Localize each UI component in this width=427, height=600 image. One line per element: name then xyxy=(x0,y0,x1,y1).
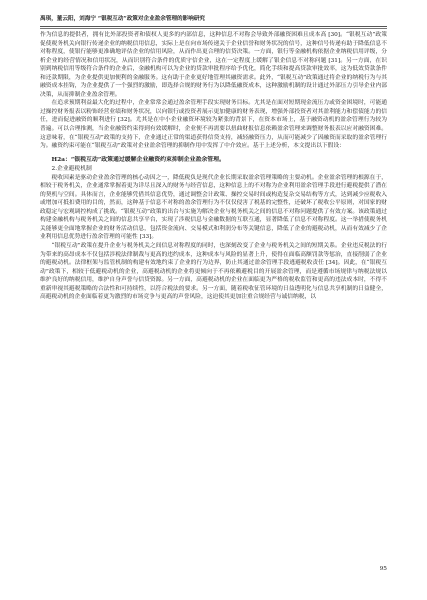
paragraph: 作为信息的提供者，拥有比外部投资者和债权人更多的内部信息，这种信息不对称会导致外部融资困难且成本高 [30]。“银税互动”政策促使税务机关向银行传递企业的纳税信用信息，实际上是在向市场传递关于企业信誉和财务状况的信号，这种信号传递有助于降低信息不对称程度，使银行能够更准确地评估企业的信用风险，从而作出更合理的信贷决策。一方面，银行等金融机构依据企业纳税信用评级，分析企业的经营情况和信用状况，从而识别符合条件的优质守信企业，这在一定程度上缓解了银企信息不对称问题 [31]。另一方面，在识别到纳税信用等级符合条件的企业后，金融机构可以为企业的贷款审批程序给予优化，简化手续和提高贷款审批效率，这为低效贷款条件和还款期限，为企业提供更加便利的金融服务。这有助于企业更好地管理其融资需求。此外，“银税互动”政策通过将企业的纳税行为与其融资成本挂钩，为企业提供了一个强烈的激励，即选择合规的财务行为以降低融资成本，这种激励机制的设计通过外部压力引导企业内部决策，从而抑制企业盈余管理。 xyxy=(40,32,387,98)
paragraph: 税收因素是驱动企业盈余管理的核心动因之一，降低税负是现代企业长期采取盈余管理策略的主要动机。企业盈余管理的根源在于，相较于税务机关，企业通常掌握着更为详尽且深入的财务与经营信息，这种信息上的不对称为企业利用盈余管理手段进行避税提供了潜在的契机与空间。具体而言，企业能够凭借其信息优势，通过调整会计政策、操控交易时间或构造复杂交易结构等方式，达到减少应税收入或增加可抵扣费用的目的，然而，这种基于信息不对称的盈余管理行为不仅仅侵害了税基的完整性，还破坏了税收公平原则，对国家的财政稳定与宏观调控构成了挑战。“银税互动”政策的出台与实施为解决企业与税务机关之间的信息不对称问题提供了有效方案。该政策通过构建金融机构与税务机关之间的信息共享平台，实现了涉税信息与金融数据的互联互通，显著降低了信息不对称程度。这一举措使税务机关能够更全面地掌握企业的财务活动信息，包括资金流向、交易模式和利润分布等关键信息，降低了企业的避税动机，从而有效减少了企业利用信息优势进行盈余管理的可能性 [33]。 xyxy=(40,174,387,241)
text-block-2 xyxy=(40,174,387,302)
hypothesis-h2a: H2a：“银税互动”政策通过缓解企业融资约束抑制企业盈余管理。 xyxy=(51,155,225,163)
header-rule-thin xyxy=(40,28,387,29)
running-header: 禹琪，董云阳，刘海宁 “银税互动”政策对企业盈余管理的影响研究 xyxy=(40,16,206,22)
section-subheading: 2.企业避税机制 xyxy=(51,165,92,172)
main-text xyxy=(40,31,387,302)
paragraph: “银税互动”政策在提升企业与税务机关之间信息对称程度的同时，也深刻改变了企业与税务机关之间的短期关系。企业违反税法的行为带来的高昂成本不仅包括涉税法律制裁与更高的违约成本，这种成本与风险的显著上升，使得在面临高额罚款等惩治，直接削弱了企业的避税动机。法律框架与监管机制的构建有效地约束了企业的行为边界，防止其通过盈余管理手段逃避税收责任 [34]。因此，在“银税互动”政策下，相较于低避税动机的企业，高避税动机的企业将更倾向于不再依赖避税目的开展盈余管理，而是遵循市场规律与纳税法规以维护良好的纳税信用，维护自身声誉与信贷资源。另一方面，高避税动机的企业在面临更为严格的税收监管和更高的违法成本时，不得不重新审视其避税策略的合法性和可持续性，以符合税法的要求。另一方面，随着税收征管环境的日益透明化与信息共享机制的日益健全，高避税动机的企业面临着更为激烈的市场竞争与更高的声誉风险，这迫使其更加注重合规经营与诚信纳税，以 xyxy=(40,243,387,301)
page-number: 95 xyxy=(379,566,387,572)
text-block-1 xyxy=(40,31,387,151)
paragraph: 在追求预期利益最大化的过程中，企业常常会通过盈余管理手段实现财务目标。尤其是在面对短期现金流压力或资金困境时，可能通过操控财务报表以粉饰经营业绩和财务状况，以向银行或投资者展示更加健康的财务表现，增强外部投资者对其盈利能力和偿债能力的信任，进而促进融资的顺利进行 [32]。尤其是在中小企业融资环境较为紧张的背景下，在资本市场上，基于融资动机的盈余管理行为较为普遍。可以合理推测，当企业融资约束得到有效缓解时，企业便不再需要以扭曲财报信息依赖盈余管理来调整财务报表以应对融资困难。这意味着，在“银税互动”政策的支持下，企业通过正常的渠道获得信贷支持，减轻融资压力，从而可能减少了因融资而采取的盈余管理行为。融资约束可能在“银税互动”政策对企业盈余管理的抑制作用中发挥了中介效应。基于上述分析，本文提出以下假设： xyxy=(40,100,387,150)
